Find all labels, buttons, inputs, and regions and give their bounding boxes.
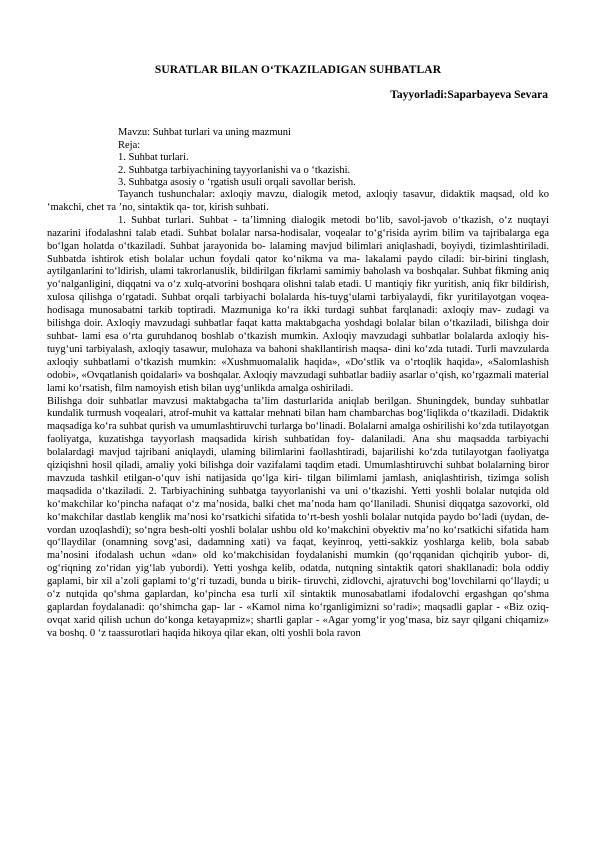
plan-item: 2. Suhbatga tarbiyachining tayyorlanishi va o ‘tkazishi. — [118, 164, 351, 176]
author-line: Tayyorladi:Saparbayeva Sevara — [390, 89, 548, 101]
topic-line: Mavzu: Suhbat turlari va uning mazmuni — [118, 127, 291, 138]
plan-item: 1. Suhbat turlari. — [118, 152, 189, 164]
body-paragraph: 1. Suhbat turlari. Suhbat - ta’limning dialogik metodi bo‘lib, savol-javob o‘tkazish, o‘z nuqtayi nazarini ifodalashni talab etadi. Suhbat bolalar narsa-hodisalar, voqealar to‘g‘risida ayrim bilim va tajribalarga ega bo‘lgan holatda o‘tkaziladi. Suhbat jarayonida bo- lalaming mavjud bilimlari aniqlashadi, boyiydi, tizimlashtiriladi. Suhbatda ishtirok etish bolalar uchun foydali qator ko‘nikma va ma- lakalami paydo ciladi: bir-birini tinglash, aytilganlarini to‘ldirish, ulami takrorlanuslik, bildirilgan fikrlami samimiy baholash va boshqalar. Suhbat fikming aniq yo‘nalganligini, diqqatni va o‘z xulq-atvorini boshqara olishni talab etadi. U mantiqiy fikr yuritish, aniq fikr bildirish, xulosa qilishga o‘rgatadi. Suhbat orqali tarbiyachi bolalarda his-tuyg‘ulami tarbiyalaydi, fikr yuritilayotgan voqea- hodisaga munosabatni tarkib toptiradi. Mazmuniga ko‘ra ikki turdagi suhbat farqlanadi: axloqiy mav- zudagi va bilishga doir. Axloqiy mavzudagi suhbatlar faqat katta maktabgacha yoshdagi bolalar bilan o‘tkaziladi, bilishga doir suhbat- lami esa o‘rta guruhdanoq boshlab o‘tkazish mumkin. Axloqiy mavzudagi suhbatlar bolalarda axloqiy his-tuyg‘uni tarbiyalash, axloqiy tasawur, mulohaza va bahoni shakllantirish maqsa- dini ko‘zda tutadi. Turli mavzularda axloqiy suhbatlami o‘tkazish mumkin: «Xushmuomalalik haqida», «Do‘stlik va o‘rtoqlik haqida», «Salomlashish odobi», «Ovqatlanish qoidalari» va boshqalar. Axloqiy mavzudagi suhbatlar badiiy asarlar o‘qish, кo‘rgazmali material lami ko‘rsatish, film namoyish etish bilan uyg‘unlikda amalga oshiriladi. — [47, 214, 549, 394]
body-paragraph: Bilishga doir suhbatlar mavzusi maktabgacha ta’lim dasturlarida aniqlab berilgan. Shuningdek, bunday suhbatlar kundalik turmush voqealari, atrof-muhit va kattalar mehnati bilan ham chambarchas bog‘liqlikda o‘tkaziladi. Didaktik maqsadiga ko‘ra suhbat qurish va umumlashtiruvchi turlarga bo‘linadi. Bolalarni amalga oshirilishi ko‘zda tutilayotgan faoliyatga, kuzatishga tayyorlash maqsadida kirish suhbatidan foy- dalaniladi. Ana shu maqsadda tarbiyachi bolalardagi mavjud tajribani aniqlaydi, ulaming bilimlarini faollashtiradi, bajarilishi ko‘zda tutilayotgan faoliyatga qiziqishni hosil qiladi, amaliy yoki bilishga doir vazifalami taqdim etadi. Umumlashtiruvchi suhbat bolalarning biror mavzuda tashkil etilgan-o‘quv ishi natijasida qo‘lga kiri- tilgan bilimlami jamlash, aniqlashtirish, tizimga solish maqsadida o‘tkaziladi. 2. Tarbiyachining suhbatga tayyorlanishi va uni o‘tkazishi. Yetti yoshli bolalar nutqida old ko‘makchilar ko‘pincha nafaqat o‘z ma’nosida, balki chet ma’noda ham qo‘llaniladi. Shunisi diqqatga sazovorki, old ko‘makchilar dastlab kenglik ma’nosi ko‘rsatkichi sifatida to‘rt-besh yoshli bolalar nutqida paydo bo‘ladi (uydan, de- vordan uzoqlashdi); so‘ngra besh-olti yoshli bolalar ushbu old ko‘makchini obyektiv ma’no ko‘rsatkichi sifatida ham qo‘llaydilar (onamning sovg‘asi, dadamning xati) va faqat, keyinroq, yetti-sakkiz yoshlarga kelib, bola sabab ma’nosini ifodalash uchun «dan» old ko‘makchisidan foydalanishi mumkin (qo‘rqqanidan qichqirib yubor- di, og‘riqning zo‘ridan yig‘lab yubordi). Yetti yoshga kelib, odatda, nutqning sintaktik qatori shakllanadi: bola oddiy gaplami, bir xil a’zoli gaplami to‘g‘ri tuzadi, bunda u birik- tiruvchi, zidlovchi, ajratuvchi bog‘lovchilarni qo‘llaydi; u o‘z nutqida qo‘shma gaplardan, ko‘pincha esa turli xil sintaktik munosabatlami ifodalovchi ergashgan qo‘shma gaplardan foydalanadi: qo‘shimcha gap- lar - «Kamol nima ko‘rganligimizni so‘radi»; maqsadli gaplar - «Biz oziq-ovqat xarid qilish uchun do‘konga ketayapmiz»; shartli gaplar - «Agar yomg‘ir yog‘masa, biz sayr qilgani chiqamiz» va boshq. 0 ‘z taassurotlari haqida hikoya qilar ekan, olti yoshli bola ravon — [47, 395, 549, 639]
key-concepts-paragraph: Tayanch tushunchalar: axloqiy mavzu, dialogik metod, axloqiy tasavur, didaktik maqsad, old ko ‘makchi, chet тa ’no, sintaktik qa- tor, kirish suhbati. — [47, 189, 549, 213]
plan-heading: Reja: — [118, 139, 141, 151]
document-title: SURATLAR BILAN O‘TKAZILADIGAN SUHBATLAR — [154, 64, 442, 76]
plan-item: 3. Suhbatga asosiy o ‘rgatish usuli orqali savollar berish. — [118, 177, 356, 189]
document-body — [47, 189, 549, 641]
topic-and-plan — [118, 127, 356, 190]
